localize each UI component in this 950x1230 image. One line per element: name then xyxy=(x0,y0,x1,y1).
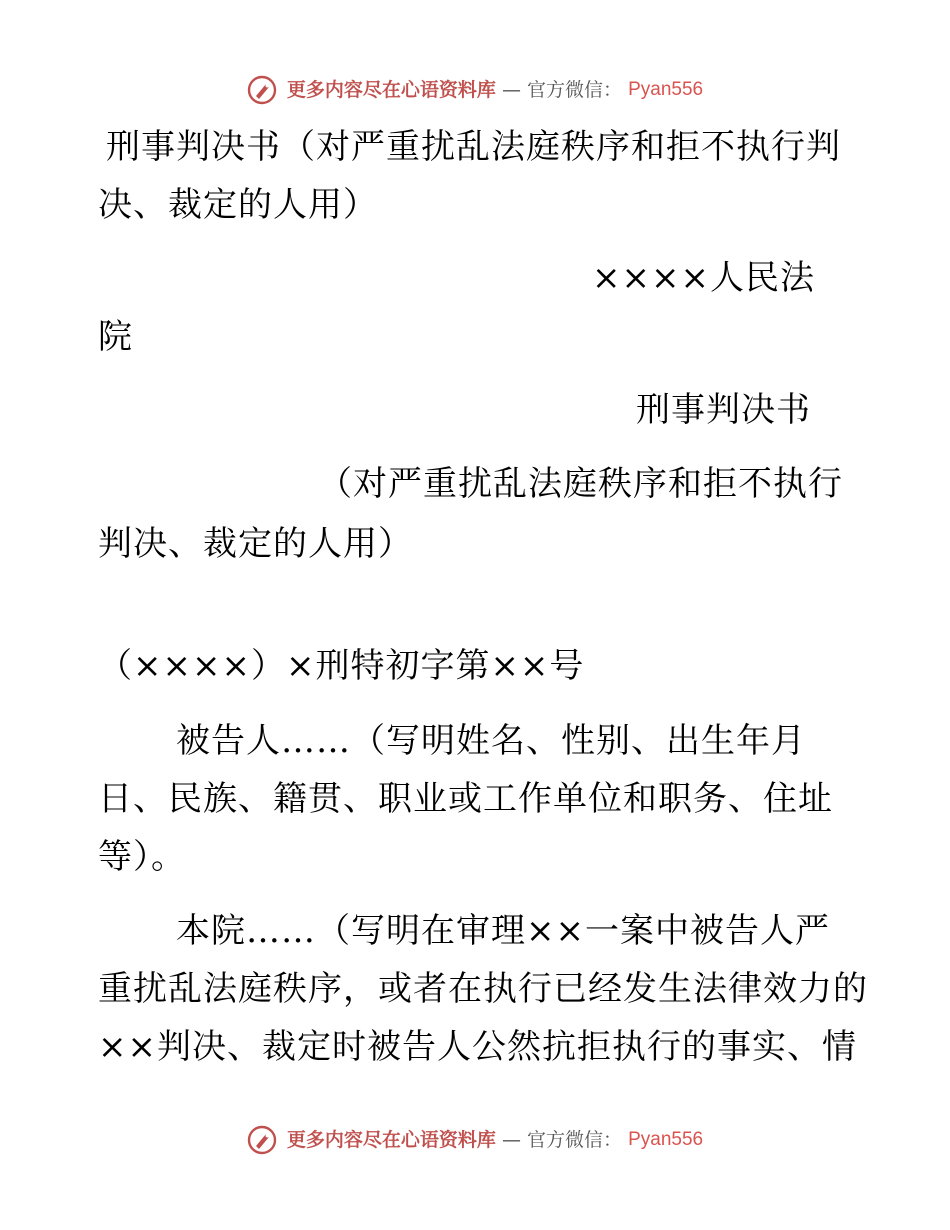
watermark-separator: — xyxy=(501,79,521,101)
watermark-text: 更多内容尽在心语资料库 xyxy=(286,1129,496,1151)
defendant-paragraph-line-1: 被告人……（写明姓名、性别、出生年月 xyxy=(176,721,806,761)
facts-paragraph-line-1: 本院……（写明在审理××一案中被告人严 xyxy=(176,911,830,951)
document-type: 刑事判决书 xyxy=(636,390,811,430)
watermark-wechat-id: Pyan556 xyxy=(628,79,704,100)
doc-heading-line-2: 决、裁定的人用） xyxy=(98,185,378,225)
document-subtitle-line-1: （对严重扰乱法庭秩序和拒不执行 xyxy=(318,464,843,504)
watermark-wechat-id: Pyan556 xyxy=(628,1129,704,1150)
pen-logo-icon xyxy=(247,75,277,105)
doc-heading-line-1: 刑事判决书（对严重扰乱法庭秩序和拒不执行判 xyxy=(106,127,841,167)
watermark-label: 官方微信： xyxy=(527,1129,623,1151)
facts-paragraph-line-3: ××判决、裁定时被告人公然抗拒执行的事实、情 xyxy=(98,1027,857,1067)
defendant-paragraph-line-2: 日、民族、籍贯、职业或工作单位和职务、住址 xyxy=(98,779,833,819)
court-name-line-1: ××××人民法 xyxy=(592,258,815,298)
watermark-text: 更多内容尽在心语资料库 xyxy=(286,79,496,101)
header-watermark xyxy=(0,74,950,105)
watermark-separator: — xyxy=(501,1129,521,1151)
case-number: （××××）×刑特初字第××号 xyxy=(98,646,585,686)
defendant-paragraph-line-3: 等）。 xyxy=(98,837,186,877)
footer-watermark xyxy=(0,1124,950,1155)
watermark-label: 官方微信： xyxy=(527,79,623,101)
court-name-line-2: 院 xyxy=(98,317,133,357)
facts-paragraph-line-2: 重扰乱法庭秩序，或者在执行已经发生法律效力的 xyxy=(98,969,868,1009)
document-subtitle-line-2: 判决、裁定的人用） xyxy=(98,524,413,564)
pen-logo-icon xyxy=(247,1125,277,1155)
